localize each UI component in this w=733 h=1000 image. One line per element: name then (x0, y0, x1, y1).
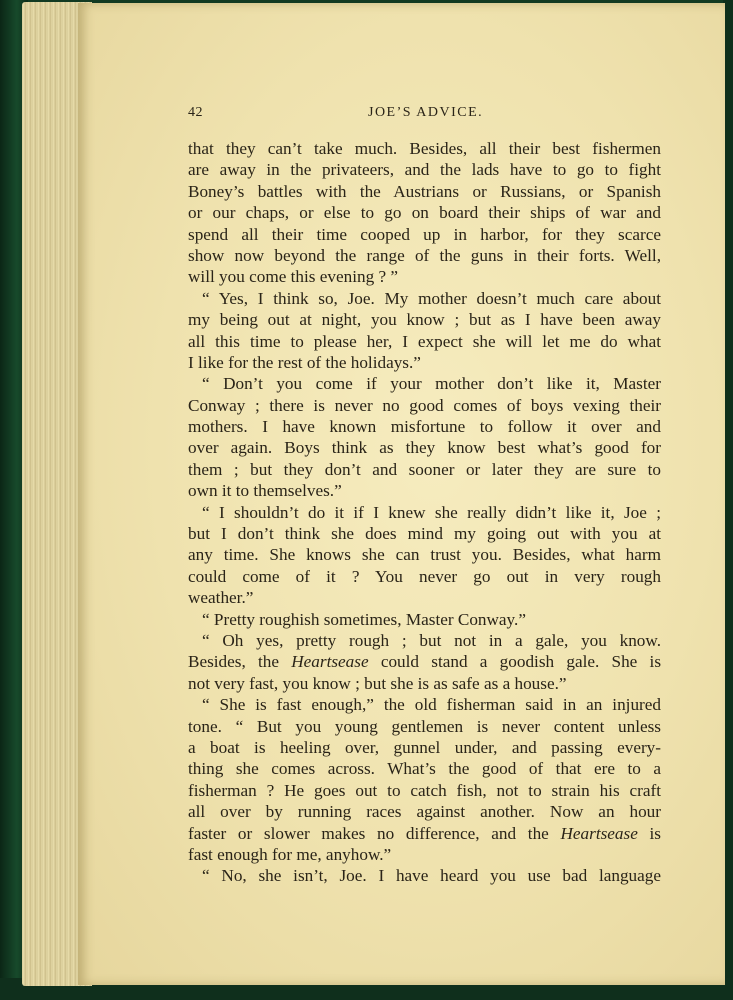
book-page (78, 3, 725, 985)
text-line: not very fast, you know ; but she is as safe as a house.” (188, 673, 567, 693)
boat-name: Heartsease (291, 652, 369, 672)
text-segment: faster or slower makes no difference, and the (188, 823, 561, 843)
text-line: tone. “ But you young gentlemen is never content unless (188, 716, 661, 736)
text-line: “ Oh yes, pretty rough ; but not in a gale, you know. (202, 630, 661, 650)
text-line (188, 823, 661, 844)
running-head: JOE’S ADVICE. (368, 105, 484, 120)
text-line: or our chaps, or else to go on board their ships of war and (188, 203, 661, 223)
page-number: 42 (188, 105, 203, 120)
text-line: thing she comes across. What’s the good of that ere to a (188, 759, 661, 779)
text-line: “ No, she isn’t, Joe. I have heard you use bad language (202, 866, 661, 886)
text-line: could come of it ? You never go out in very rough (188, 566, 661, 586)
text-line: all over by running races against another. Now an hour (188, 802, 661, 822)
text-line: all this time to please her, I expect she will let me do what (188, 331, 661, 351)
text-line: them ; but they don’t and sooner or later they are sure to (188, 459, 661, 479)
text-line: will you come this evening ? ” (188, 267, 399, 287)
boat-name: Heartsease (560, 823, 638, 843)
text-line: Conway ; there is never no good comes of boys vexing their (188, 395, 661, 415)
text-line: “ Don’t you come if your mother don’t like it, Master (202, 374, 661, 394)
text-line: “ Pretty roughish sometimes, Master Conway.” (202, 609, 526, 629)
text-line: that they can’t take much. Besides, all their best fishermen (188, 139, 661, 158)
text-line: “ Yes, I think so, Joe. My mother doesn’t much care about (202, 288, 661, 308)
text-line: spend all their time cooped up in harbor, for they scarce (188, 224, 661, 244)
text-line: Boney’s battles with the Austrians or Russians, or Spanish (188, 181, 661, 201)
text-segment: could stand a goodish gale. She is (368, 652, 662, 672)
page-header (78, 105, 725, 125)
text-line: show now beyond the range of the guns in their forts. Well, (188, 245, 661, 265)
text-line: fisherman ? He goes out to catch fish, not to strain his craft (188, 780, 661, 800)
text-line (188, 651, 661, 672)
text-line: are away in the privateers, and the lads have to go to fight (188, 160, 661, 180)
text-segment: is (637, 823, 661, 843)
text-line: own it to themselves.” (188, 481, 342, 501)
text-line: my being out at night, you know ; but as I have been away (188, 310, 661, 330)
text-line: but I don’t think she does mind my going out with you at (188, 524, 661, 544)
text-line: mothers. I have known misfortune to follow it over and (188, 417, 661, 437)
text-line: fast enough for me, anyhow.” (188, 844, 392, 864)
text-line: I like for the rest of the holidays.” (188, 352, 421, 372)
text-segment: Besides, the (188, 652, 292, 672)
text-line: a boat is heeling over, gunnel under, and passing every- (188, 737, 661, 757)
text-line: weather.” (188, 588, 254, 608)
text-line: “ I shouldn’t do it if I knew she really didn’t like it, Joe ; (202, 502, 661, 522)
body-text (188, 138, 661, 887)
text-line: over again. Boys think as they know best what’s good for (188, 438, 661, 458)
text-line: “ She is fast enough,” the old fisherman said in an injured (202, 695, 661, 715)
text-line: any time. She knows she can trust you. Besides, what harm (188, 545, 661, 565)
